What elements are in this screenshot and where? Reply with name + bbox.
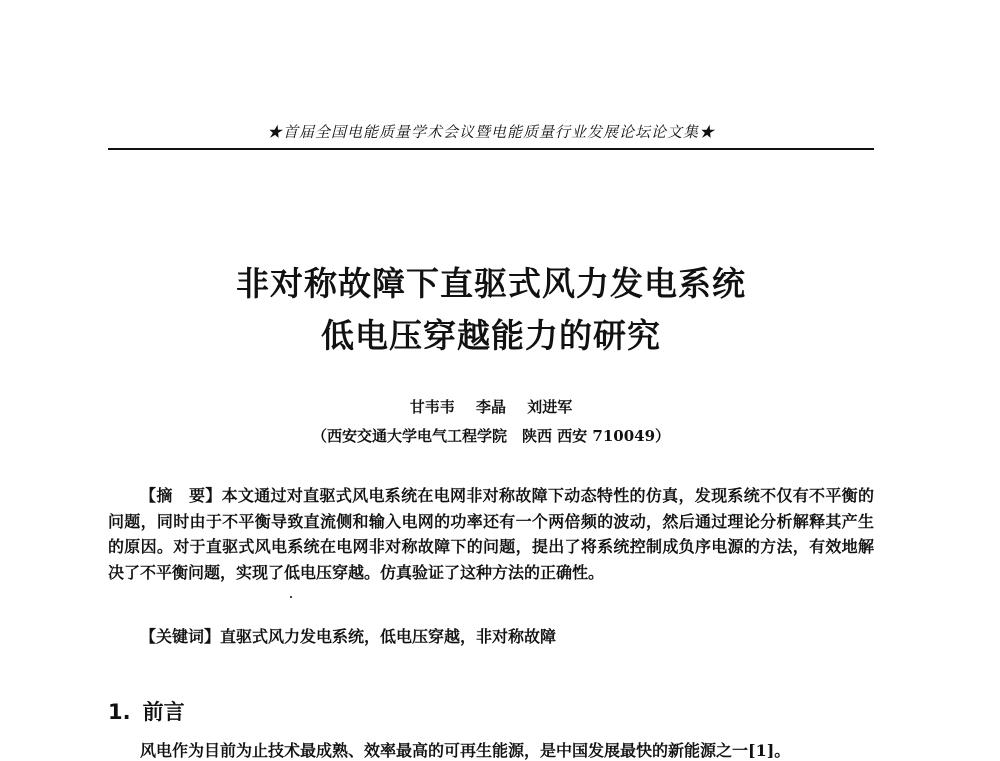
author-affiliation: （西安交通大学电气工程学院 陕西 西安 710049） — [311, 427, 671, 445]
paper-title-line-2: 低电压穿越能力的研究 — [321, 316, 661, 355]
section-title: 前言 — [142, 700, 185, 724]
scan-speck — [290, 596, 292, 598]
keywords — [108, 624, 874, 647]
author-list — [108, 396, 874, 417]
author-name: 甘韦韦 — [409, 398, 455, 416]
header-rule — [108, 148, 874, 150]
section-number: 1. — [108, 700, 131, 724]
section-heading-intro — [108, 696, 185, 726]
body-paragraph: 风电作为目前为止技术最成熟、效率最高的可再生能源，是中国发展最快的新能源之一[1]。 — [140, 741, 791, 760]
abstract — [108, 483, 874, 585]
paper-title-line-1: 非对称故障下直驱式风力发电系统 — [236, 264, 746, 303]
keywords-label: 【关键词】 — [140, 627, 221, 646]
running-header: ★首届全国电能质量学术会议暨电能质量行业发展论坛论文集★ — [266, 123, 715, 141]
abstract-text: 本文通过对直驱式风电系统在电网非对称故障下动态特性的仿真，发现系统不仅有不平衡的问题，同时由于不平衡导致直流侧和输入电网的功率还有一个两倍频的波动，然后通过理论分析解释其产生的原因。对于直驱式风电系统在电网非对称故障下的问题，提出了将系统控制成负序电源的方法，有效地解决了不平衡问题，实现了低电压穿越。仿真验证了这种方法的正确性。 — [108, 486, 874, 582]
abstract-label: 【摘 要】 — [140, 486, 222, 505]
keywords-text: 直驱式风力发电系统，低电压穿越，非对称故障 — [220, 627, 557, 646]
author-name: 刘进军 — [527, 398, 573, 416]
author-name: 李晶 — [475, 398, 506, 416]
